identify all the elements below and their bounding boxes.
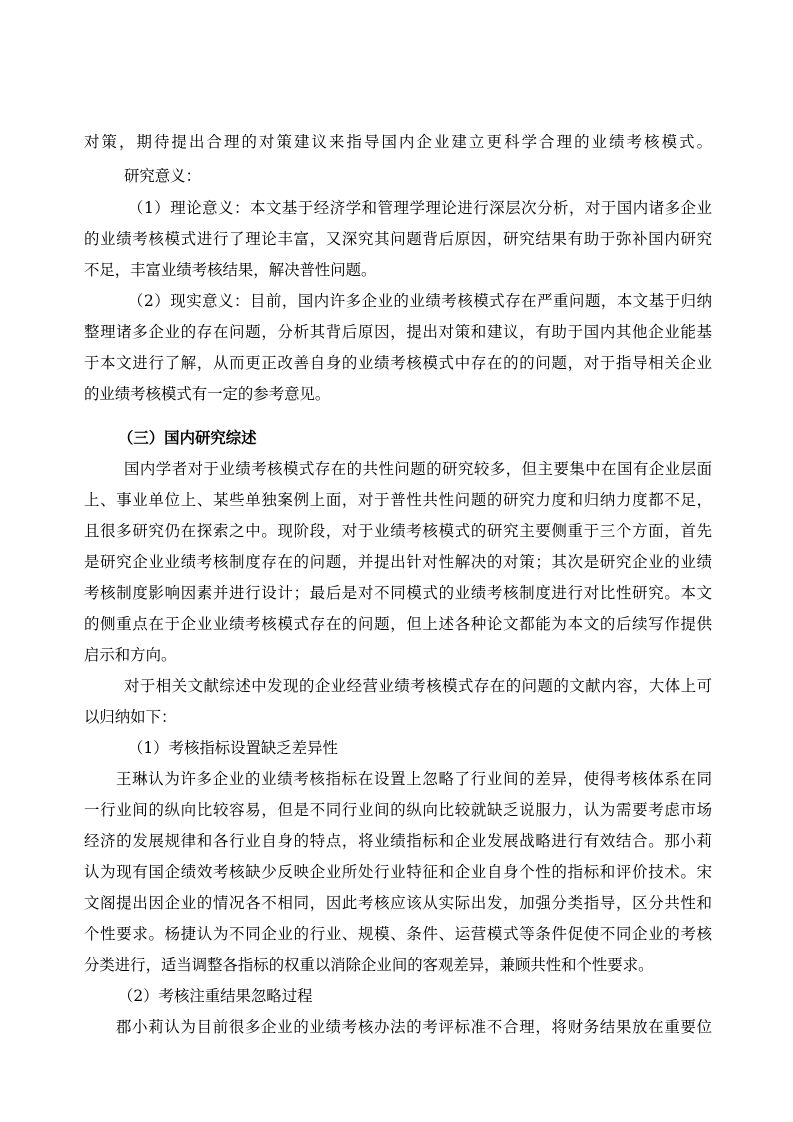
paragraph-line: 认为现有国企绩效考核缺少反映企业所处行业特征和企业自身个性的指标和评价技术。宋 bbox=[84, 863, 712, 881]
paragraph-line: 于本文进行了解，从而更正改善自身的业绩考核模式中存在的的问题，对于指导相关企业 bbox=[84, 354, 712, 372]
paragraph-line: 整理诸多企业的存在问题，分析其背后原因，提出对策和建议，有助于国内其他企业能基 bbox=[84, 323, 712, 341]
paragraph-line: 对于相关文献综述中发现的企业经营业绩考核模式存在的问题的文献内容，大体上可 bbox=[124, 677, 712, 695]
paragraph-line: 个性要求。杨捷认为不同企业的行业、规模、条件、运营模式等条件促使不同企业的考核 bbox=[84, 925, 712, 943]
paragraph-line: （2）现实意义：目前，国内许多企业的业绩考核模式存在严重问题，本文基于归纳 bbox=[128, 292, 712, 310]
paragraph-line: 不足，丰富业绩考核结果，解决普性问题。 bbox=[84, 261, 377, 279]
paragraph-line: 分类进行，适当调整各指标的权重以消除企业间的客观差异，兼顾共性和个性要求。 bbox=[84, 956, 654, 974]
paragraph-line: 郡小莉认为目前很多企业的业绩考核办法的考评标准不合理，将财务结果放在重要位 bbox=[116, 1018, 712, 1036]
paragraph-line: 上、事业单位上、某些单独案例上面，对于普性共性问题的研究力度和归纳力度都不足， bbox=[84, 491, 712, 509]
paragraph-line: 对策，期待提出合理的对策建议来指导国内企业建立更科学合理的业绩考核模式。 bbox=[84, 133, 712, 151]
paragraph-line: 王琳认为许多企业的业绩考核指标在设置上忽略了行业间的差异，使得考核体系在同 bbox=[116, 770, 712, 788]
paragraph-line: 的业绩考核模式进行了理论丰富，又深究其问题背后原因，研究结果有助于弥补国内研究 bbox=[84, 230, 712, 248]
subsection-heading: （2）考核注重结果忽略过程 bbox=[118, 987, 313, 1005]
paragraph-line: 以归纳如下： bbox=[84, 708, 177, 726]
paragraph-line: 的业绩考核模式有一定的参考意见。 bbox=[84, 385, 331, 403]
section-label: 研究意义： bbox=[124, 167, 201, 185]
paragraph-line: 的侧重点在于企业业绩考核模式存在的问题，但上述各种论文都能为本文的后续写作提供 bbox=[84, 615, 712, 633]
paragraph-line: 且很多研究仍在探索之中。现阶段，对于业绩考核模式的研究主要侧重于三个方面，首先 bbox=[84, 522, 712, 540]
paragraph-line: 考核制度影响因素并进行设计；最后是对不同模式的业绩考核制度进行对比性研究。本文 bbox=[84, 584, 712, 602]
section-heading: （三）国内研究综述 bbox=[118, 429, 257, 447]
paragraph-line: （1）理论意义：本文基于经济学和管理学理论进行深层次分析，对于国内诸多企业 bbox=[128, 199, 712, 217]
paragraph-line: 一行业间的纵向比较容易，但是不同行业间的纵向比较就缺乏说服力，认为需要考虑市场 bbox=[84, 801, 712, 819]
paragraph-line: 是研究企业业绩考核制度存在的问题，并提出针对性解决的对策；其次是研究企业的业绩 bbox=[84, 553, 712, 571]
subsection-heading: （1）考核指标设置缺乏差异性 bbox=[128, 739, 338, 757]
paragraph-line: 启示和方向。 bbox=[84, 646, 177, 664]
paragraph-line: 经济的发展规律和各行业自身的特点，将业绩指标和企业发展战略进行有效结合。那小莉 bbox=[84, 832, 712, 850]
paragraph-line: 文阁提出因企业的情况各不相同，因此考核应该从实际出发，加强分类指导，区分共性和 bbox=[84, 894, 712, 912]
paragraph-line: 国内学者对于业绩考核模式存在的共性问题的研究较多，但主要集中在国有企业层面 bbox=[124, 460, 712, 478]
